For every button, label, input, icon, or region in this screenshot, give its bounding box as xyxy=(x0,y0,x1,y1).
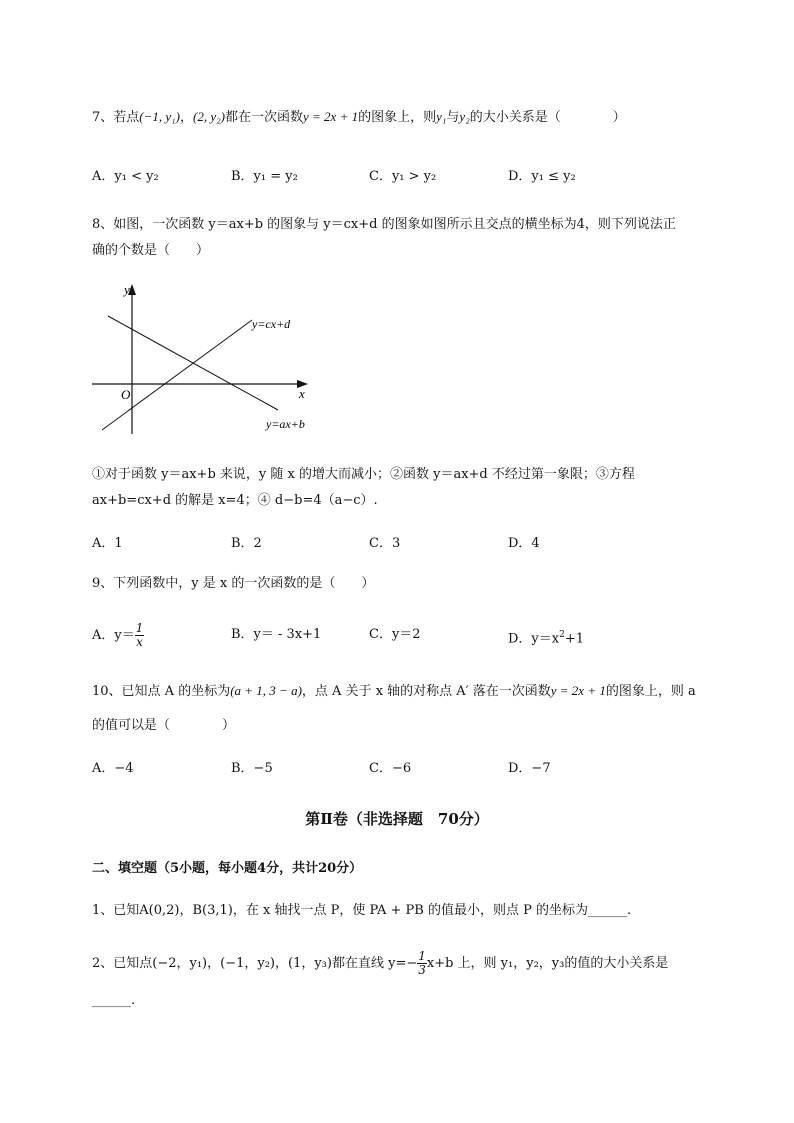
q8-option-c[interactable]: C．3 xyxy=(369,536,401,551)
q7-option-c[interactable]: C．y₁ > y₂ xyxy=(369,169,437,184)
fill-question-1: 1、已知A(0,2)，B(3,1)，在 x 轴找一点 P，使 PA + PB 的值最小，则点 P 的坐标为______. xyxy=(92,903,632,918)
fraction-numerator: 1 xyxy=(135,621,144,635)
q10-option-a[interactable]: A．−4 xyxy=(92,761,134,776)
q10-option-d[interactable]: D．−7 xyxy=(508,761,551,776)
q7-text-e: 的大小关系是（ ） xyxy=(469,110,626,125)
q9-option-d-tail: +1 xyxy=(564,631,585,647)
q7-text-d: 与 xyxy=(446,110,460,125)
fill-question-2-line1 xyxy=(92,950,668,977)
q9-option-b[interactable]: B．y＝ - 3x+1 xyxy=(231,627,322,642)
section-title: 第Ⅱ卷（非选择题 70分） xyxy=(305,810,489,828)
question-8-stem-line2: 确的个数是（ ） xyxy=(92,243,210,258)
q7-option-a[interactable]: A．y₁ < y₂ xyxy=(92,169,159,184)
q9-option-d-exponent: 2 xyxy=(559,630,565,640)
origin-label: O xyxy=(121,387,131,402)
question-10-stem-line2: 的值可以是（ ） xyxy=(92,718,236,733)
q7-option-d[interactable]: D．y₁ ≤ y₂ xyxy=(508,169,576,184)
q8-statements-line1: ①对于函数 y＝ax+b 来说，y 随 x 的增大而减小；②函数 y＝ax+d 不经过第一象限；③方程 xyxy=(92,467,635,482)
fill-question-2-line2: ______. xyxy=(92,993,136,1008)
q7-function: y = 2x + 1 xyxy=(303,109,359,124)
y-axis-label: y xyxy=(124,282,130,297)
question-7-stem xyxy=(92,108,626,127)
fill-q2-text-a: 2、已知点(−2，y₁)，(−1，y₂)，(1，y₃)都在直线 y=− xyxy=(92,956,418,971)
fraction-denominator: 3 xyxy=(418,963,426,977)
q10-function: y = 2x + 1 xyxy=(550,683,606,698)
question-8-stem-line1: 8、如图，一次函数 y＝ax+b 的图象与 y＝cx+d 的图象如图所示且交点的横坐标为4，则下列说法正 xyxy=(92,217,676,232)
q10-option-b[interactable]: B．−5 xyxy=(231,761,273,776)
x-axis-label: x xyxy=(299,386,305,401)
q7-point-1: (−1, y₁) xyxy=(139,109,181,124)
q7-point-2: (2, y₂) xyxy=(193,109,225,124)
section-2-heading: 二、填空题（5小题，每小题4分，共计20分） xyxy=(92,861,363,876)
fill-q2-text-b: x+b 上，则 y₁，y₂，y₃的值的大小关系是 xyxy=(426,956,669,971)
fraction-numerator: 1 xyxy=(418,949,426,963)
question-9-stem: 9、下列函数中，y 是 x 的一次函数的是（ ） xyxy=(92,576,375,591)
q10-text-b: ，点 A 关于 x 轴的对称点 A′ 落在一次函数 xyxy=(301,684,551,699)
q7-text-c: 的图象上，则 xyxy=(358,110,437,125)
q9-option-c[interactable]: C．y＝2 xyxy=(369,627,421,642)
q8-statements-line2: ax+b=cx+d 的解是 x=4；④ d−b=4（a−c）. xyxy=(92,493,378,508)
q8-option-a[interactable]: A．1 xyxy=(92,536,123,551)
q7-y2: y₂ xyxy=(459,109,470,124)
fraction-denominator: x xyxy=(136,635,143,649)
q9-option-d[interactable] xyxy=(508,626,584,648)
q7-option-b[interactable]: B．y₁ = y₂ xyxy=(231,169,298,184)
q8-option-b[interactable]: B．2 xyxy=(231,536,262,551)
q10-text-c: 的图象上，则 a xyxy=(605,684,696,699)
q7-sep: ， xyxy=(180,110,194,125)
line-cd-label: y=cx+d xyxy=(252,317,291,331)
q10-text-a: 10、已知点 A 的坐标为 xyxy=(92,684,231,699)
q7-y1: y₁ xyxy=(436,109,447,124)
line-cd xyxy=(102,320,252,430)
q9-option-a[interactable] xyxy=(92,622,144,649)
q8-graph xyxy=(88,278,328,438)
q9-option-a-fraction xyxy=(135,622,145,649)
line-ab-label: y=ax+b xyxy=(266,417,305,431)
q9-option-d-label: D．y＝x xyxy=(508,631,560,647)
fill-q2-fraction xyxy=(417,950,427,977)
q9-option-a-label: A．y＝ xyxy=(92,628,135,643)
q8-option-d[interactable]: D．4 xyxy=(508,536,540,551)
q10-coordinate: (a + 1, 3 − a) xyxy=(230,683,302,698)
question-10-stem-line1 xyxy=(92,682,696,701)
q10-option-c[interactable]: C．−6 xyxy=(369,761,412,776)
q7-text-b: 都在一次函数 xyxy=(224,110,303,125)
q7-text: 7、若点 xyxy=(92,110,140,125)
